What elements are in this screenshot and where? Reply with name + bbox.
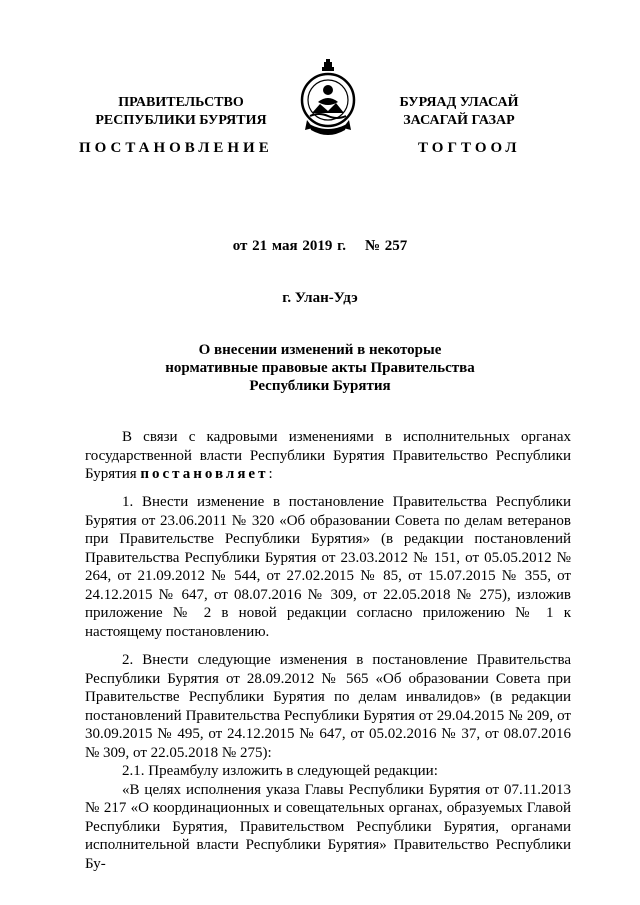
item-2-1-text: 2.1. Преамбулу изложить в следующей редакции: xyxy=(122,763,438,779)
title-line2: нормативные правовые акты Правительства xyxy=(165,360,475,376)
preamble-end: : xyxy=(268,466,273,482)
item-2-paragraph xyxy=(85,651,571,873)
coat-of-arms-of-buryatia-icon xyxy=(299,58,357,144)
doc-kind-bu: ТОГТООЛ xyxy=(418,140,521,156)
issuer-bu-line2: ЗАСАГАЙ ГАЗАР xyxy=(403,113,515,128)
issuer-ru xyxy=(86,94,276,130)
issuer-ru-line2: РЕСПУБЛИКИ БУРЯТИЯ xyxy=(95,113,267,128)
date-and-number-text: от 21 мая 2019 г. № 257 xyxy=(232,238,408,254)
preamble-text: В связи с кадровыми изменениями в исполнительных органах государственной власти Республики Бурятия Правительство Республики Бурятия xyxy=(85,429,571,482)
issuer-bu xyxy=(364,94,554,130)
city: г. Улан-Удэ xyxy=(282,290,358,306)
document-title xyxy=(60,341,580,395)
item-1-paragraph xyxy=(85,493,571,641)
issuer-bu-line1: БУРЯАД УЛАСАЙ xyxy=(399,95,519,110)
title-line3: Республики Бурятия xyxy=(249,378,391,394)
quote-text: «В целях исполнения указа Главы Республики Бурятия от 07.11.2013 № 217 «О координационных и совещательных органах, образуемых Главой Республики Бурятия, Правительством Республики Бурятия, органами исполнительной власти Республики Бурятия» Правительство Республики Бу- xyxy=(85,781,571,872)
date-and-number xyxy=(60,237,580,255)
doc-kind-ru: ПОСТАНОВЛЕНИЕ xyxy=(79,140,273,156)
title-line1: О внесении изменений в некоторые xyxy=(198,342,442,358)
issuer-ru-line1: ПРАВИТЕЛЬСТВО xyxy=(118,95,244,110)
item-1-text: 1. Внести изменение в постановление Правительства Республики Бурятия от 23.06.2011 № 320 «Об образовании Совета по делам ветеранов при Правительстве Республики Бурятия» (в редакции постановлений Правительства Республики Бурятия от 23.03.2012 № 151, от 05.05.2012 № 264, от 21.09.2012 № 544, от 27.02.2015 № 85, от 15.07.2015 № 355, от 24.12.2015 № 647, от 08.07.2016 № 309, от 22.05.2018 № 275), изложив приложение № 2 в новой редакции согласно приложению № 1 к настоящему постановлению. xyxy=(85,494,571,640)
item-2-text: 2. Внести следующие изменения в постановление Правительства Республики Бурятия от 28.09.2012 № 565 «Об образовании Совета при Правительстве Республики Бурятия по делам инвалидов» (в редакции постановлений Правительства Республики Бурятия от 29.04.2015 № 209, от 30.09.2015 № 495, от 24.12.2015 № 647, от 05.02.2016 № 37, от 08.07.2016 № 309, от 22.05.2018 № 275): xyxy=(85,652,571,761)
preamble-verb: постановляет xyxy=(140,466,269,482)
preamble-paragraph xyxy=(85,428,571,484)
